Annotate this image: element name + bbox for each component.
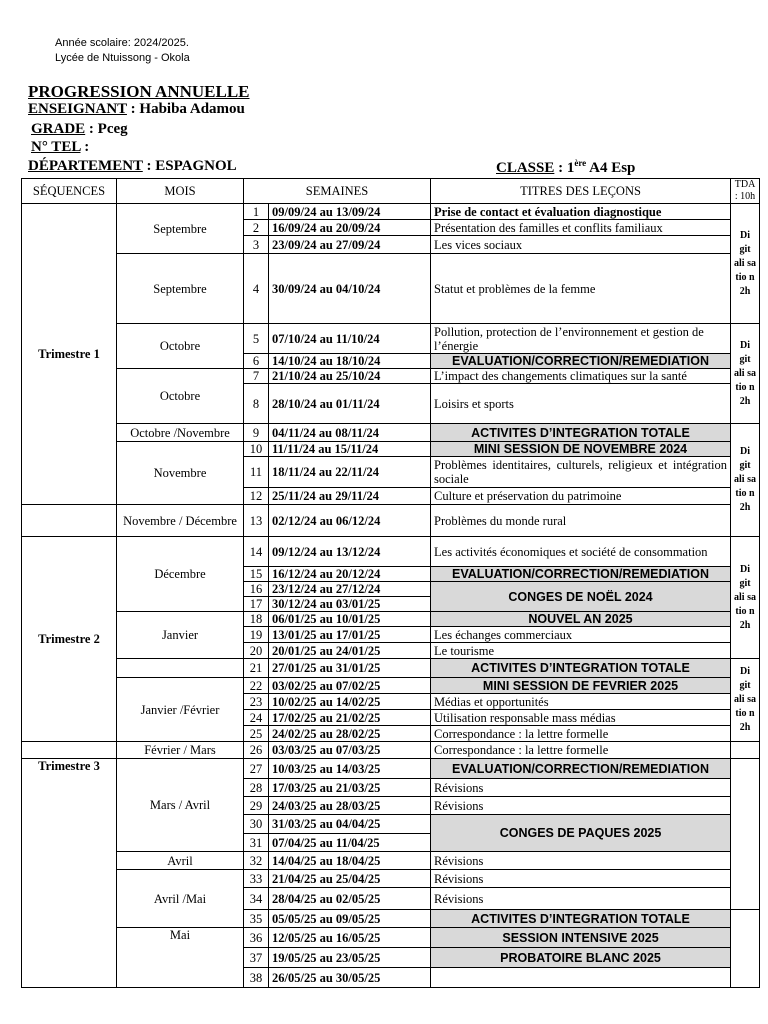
week-number: 26 (244, 742, 269, 759)
week-dates: 28/10/24 au 01/11/24 (269, 384, 431, 424)
week-dates: 09/12/24 au 13/12/24 (269, 537, 431, 567)
document-title: PROGRESSION ANNUELLE (28, 82, 250, 101)
week-number: 12 (244, 488, 269, 505)
week-dates: 25/11/24 au 29/11/24 (269, 488, 431, 505)
lesson-title: NOUVEL AN 2025 (431, 612, 731, 627)
month-cell: Octobre /Novembre (117, 424, 244, 442)
lesson-title: CONGES DE NOËL 2024 (431, 582, 731, 612)
grade-line: GRADE : Pceg (31, 121, 128, 137)
tel-line: N° TEL : (31, 139, 90, 155)
lesson-title: Correspondance : la lettre formelle (431, 742, 731, 759)
lesson-title: PROBATOIRE BLANC 2025 (431, 948, 731, 968)
week-number: 32 (244, 852, 269, 870)
table-row (22, 659, 760, 678)
week-dates: 24/03/25 au 28/03/25 (269, 797, 431, 815)
month-cell: Janvier (117, 612, 244, 659)
week-number: 18 (244, 612, 269, 627)
week-dates: 11/11/24 au 15/11/24 (269, 442, 431, 457)
week-dates: 06/01/25 au 10/01/25 (269, 612, 431, 627)
header-mois: MOIS (117, 179, 244, 204)
tda-cell: Di git ali sa tio n 2h (731, 324, 760, 424)
week-number: 34 (244, 888, 269, 910)
week-number: 1 (244, 204, 269, 220)
month-cell: Avril /Mai (117, 870, 244, 928)
week-dates: 27/01/25 au 31/01/25 (269, 659, 431, 678)
table-row (22, 369, 760, 384)
lesson-title: Médias et opportunités (431, 694, 731, 710)
week-number: 30 (244, 815, 269, 834)
week-number: 22 (244, 678, 269, 694)
lesson-title: ACTIVITES D’INTEGRATION TOTALE (431, 659, 731, 678)
week-number: 20 (244, 643, 269, 659)
week-dates: 13/01/25 au 17/01/25 (269, 627, 431, 643)
lesson-title: Statut et problèmes de la femme (431, 254, 731, 324)
lesson-title: Les activités économiques et société de consommation (431, 537, 731, 567)
table-row (22, 254, 760, 324)
lesson-title: Prise de contact et évaluation diagnostique (431, 204, 731, 220)
table-row (22, 442, 760, 457)
month-cell: Novembre (117, 442, 244, 505)
week-dates: 24/02/25 au 28/02/25 (269, 726, 431, 742)
week-dates: 09/09/24 au 13/09/24 (269, 204, 431, 220)
week-number: 25 (244, 726, 269, 742)
week-number: 11 (244, 457, 269, 488)
week-dates: 16/09/24 au 20/09/24 (269, 220, 431, 236)
week-dates: 17/03/25 au 21/03/25 (269, 779, 431, 797)
week-number: 8 (244, 384, 269, 424)
week-number: 3 (244, 236, 269, 254)
week-number: 13 (244, 505, 269, 537)
week-number: 2 (244, 220, 269, 236)
school-name: Lycée de Ntuissong - Okola (55, 52, 190, 64)
table-header-row (22, 179, 760, 204)
teacher-line: ENSEIGNANT : Habiba Adamou (28, 101, 245, 117)
header-semaines: SEMAINES (244, 179, 431, 204)
week-number: 16 (244, 582, 269, 597)
week-number: 5 (244, 324, 269, 354)
lesson-title: Pollution, protection de l’environnement et gestion de l’énergie (431, 324, 731, 354)
lesson-title: ACTIVITES D’INTEGRATION TOTALE (431, 910, 731, 928)
month-cell: Janvier /Février (117, 678, 244, 742)
month-cell: Octobre (117, 324, 244, 369)
tda-empty (731, 759, 760, 910)
lesson-title: SESSION INTENSIVE 2025 (431, 928, 731, 948)
week-dates: 30/09/24 au 04/10/24 (269, 254, 431, 324)
week-number: 23 (244, 694, 269, 710)
lesson-title: Correspondance : la lettre formelle (431, 726, 731, 742)
week-number: 10 (244, 442, 269, 457)
empty-month-cell (117, 659, 244, 678)
empty-sequence-cell (22, 742, 117, 759)
table-row (22, 742, 760, 759)
week-number: 38 (244, 968, 269, 988)
header-tda: TDA : 10h (731, 179, 760, 204)
week-number: 33 (244, 870, 269, 888)
lesson-title: MINI SESSION DE NOVEMBRE 2024 (431, 442, 731, 457)
month-cell: Février / Mars (117, 742, 244, 759)
week-dates: 31/03/25 au 04/04/25 (269, 815, 431, 834)
table-row (22, 759, 760, 779)
week-number: 21 (244, 659, 269, 678)
table-row (22, 928, 760, 948)
week-dates: 12/05/25 au 16/05/25 (269, 928, 431, 948)
lesson-title: Loisirs et sports (431, 384, 731, 424)
week-number: 35 (244, 910, 269, 928)
lesson-title: Problèmes identitaires, culturels, religieux et intégration sociale (431, 457, 731, 488)
week-dates: 23/12/24 au 27/12/24 (269, 582, 431, 597)
table-row (22, 852, 760, 870)
week-number: 31 (244, 834, 269, 852)
table-row (22, 612, 760, 627)
department-line: DÉPARTEMENT : ESPAGNOL (28, 158, 237, 174)
week-dates: 19/05/25 au 23/05/25 (269, 948, 431, 968)
header-sequences: SÉQUENCES (22, 179, 117, 204)
table-row (22, 324, 760, 354)
month-cell: Septembre (117, 204, 244, 254)
week-dates: 05/05/25 au 09/05/25 (269, 910, 431, 928)
lesson-title: Problèmes du monde rural (431, 505, 731, 537)
week-number: 27 (244, 759, 269, 779)
lesson-title: L’impact des changements climatiques sur la santé (431, 369, 731, 384)
week-dates: 07/04/25 au 11/04/25 (269, 834, 431, 852)
table-row (22, 678, 760, 694)
week-number: 7 (244, 369, 269, 384)
week-dates: 26/05/25 au 30/05/25 (269, 968, 431, 988)
month-cell: Octobre (117, 369, 244, 424)
week-number: 9 (244, 424, 269, 442)
tda-empty (731, 742, 760, 759)
lesson-title: Révisions (431, 852, 731, 870)
week-number: 4 (244, 254, 269, 324)
lesson-title: Révisions (431, 797, 731, 815)
month-cell: Novembre / Décembre (117, 505, 244, 537)
progression-table (21, 178, 760, 988)
week-dates: 23/09/24 au 27/09/24 (269, 236, 431, 254)
week-dates: 21/10/24 au 25/10/24 (269, 369, 431, 384)
week-number: 17 (244, 597, 269, 612)
trimester-3: Trimestre 3 (22, 759, 117, 988)
week-number: 19 (244, 627, 269, 643)
lesson-title: EVALUATION/CORRECTION/REMEDIATION (431, 354, 731, 369)
table-row (22, 537, 760, 567)
lesson-title: Présentation des familles et conflits familiaux (431, 220, 731, 236)
week-dates: 20/01/25 au 24/01/25 (269, 643, 431, 659)
week-number: 29 (244, 797, 269, 815)
week-dates: 17/02/25 au 21/02/25 (269, 710, 431, 726)
lesson-title: EVALUATION/CORRECTION/REMEDIATION (431, 567, 731, 582)
lesson-title: EVALUATION/CORRECTION/REMEDIATION (431, 759, 731, 779)
trimester-2: Trimestre 2 (22, 537, 117, 742)
lesson-title: Les vices sociaux (431, 236, 731, 254)
lesson-title: MINI SESSION DE FEVRIER 2025 (431, 678, 731, 694)
week-dates: 30/12/24 au 03/01/25 (269, 597, 431, 612)
tda-cell: Di git ali sa tio n 2h (731, 659, 760, 742)
week-number: 28 (244, 779, 269, 797)
lesson-title: Révisions (431, 870, 731, 888)
tda-empty (731, 910, 760, 988)
week-dates: 02/12/24 au 06/12/24 (269, 505, 431, 537)
tda-cell: Di git ali sa tio n 2h (731, 537, 760, 659)
week-number: 36 (244, 928, 269, 948)
week-dates: 28/04/25 au 02/05/25 (269, 888, 431, 910)
month-cell: Mai (117, 928, 244, 988)
week-dates: 04/11/24 au 08/11/24 (269, 424, 431, 442)
lesson-title: Utilisation responsable mass médias (431, 710, 731, 726)
week-number: 6 (244, 354, 269, 369)
lesson-title: Le tourisme (431, 643, 731, 659)
month-cell: Mars / Avril (117, 759, 244, 852)
tda-cell: Di git ali sa tio n 2h (731, 424, 760, 537)
week-dates: 03/02/25 au 07/02/25 (269, 678, 431, 694)
week-dates: 10/03/25 au 14/03/25 (269, 759, 431, 779)
week-number: 24 (244, 710, 269, 726)
lesson-title: Révisions (431, 888, 731, 910)
school-year: Année scolaire: 2024/2025. (55, 37, 189, 49)
week-dates: 14/10/24 au 18/10/24 (269, 354, 431, 369)
week-dates: 18/11/24 au 22/11/24 (269, 457, 431, 488)
week-dates: 07/10/24 au 11/10/24 (269, 324, 431, 354)
lesson-title: Culture et préservation du patrimoine (431, 488, 731, 505)
week-dates: 14/04/25 au 18/04/25 (269, 852, 431, 870)
week-number: 37 (244, 948, 269, 968)
week-dates: 16/12/24 au 20/12/24 (269, 567, 431, 582)
table-row (22, 505, 760, 537)
week-dates: 10/02/25 au 14/02/25 (269, 694, 431, 710)
lesson-title: CONGES DE PAQUES 2025 (431, 815, 731, 852)
lesson-title: Les échanges commerciaux (431, 627, 731, 643)
month-cell: Avril (117, 852, 244, 870)
month-cell: Décembre (117, 537, 244, 612)
header-titres: TITRES DES LEÇONS (431, 179, 731, 204)
table-row (22, 424, 760, 442)
lesson-title (431, 968, 731, 988)
lesson-title: Révisions (431, 779, 731, 797)
week-dates: 21/04/25 au 25/04/25 (269, 870, 431, 888)
trimester-1: Trimestre 1 (22, 204, 117, 505)
table-row (22, 870, 760, 888)
tda-cell: Di git ali sa tio n 2h (731, 204, 760, 324)
week-dates: 03/03/25 au 07/03/25 (269, 742, 431, 759)
week-number: 14 (244, 537, 269, 567)
school-info (55, 36, 190, 66)
week-number: 15 (244, 567, 269, 582)
month-cell: Septembre (117, 254, 244, 324)
table-row (22, 204, 760, 220)
class-line: CLASSE : 1ère A4 Esp (496, 158, 636, 176)
lesson-title: ACTIVITES D’INTEGRATION TOTALE (431, 424, 731, 442)
empty-sequence-cell (22, 505, 117, 537)
